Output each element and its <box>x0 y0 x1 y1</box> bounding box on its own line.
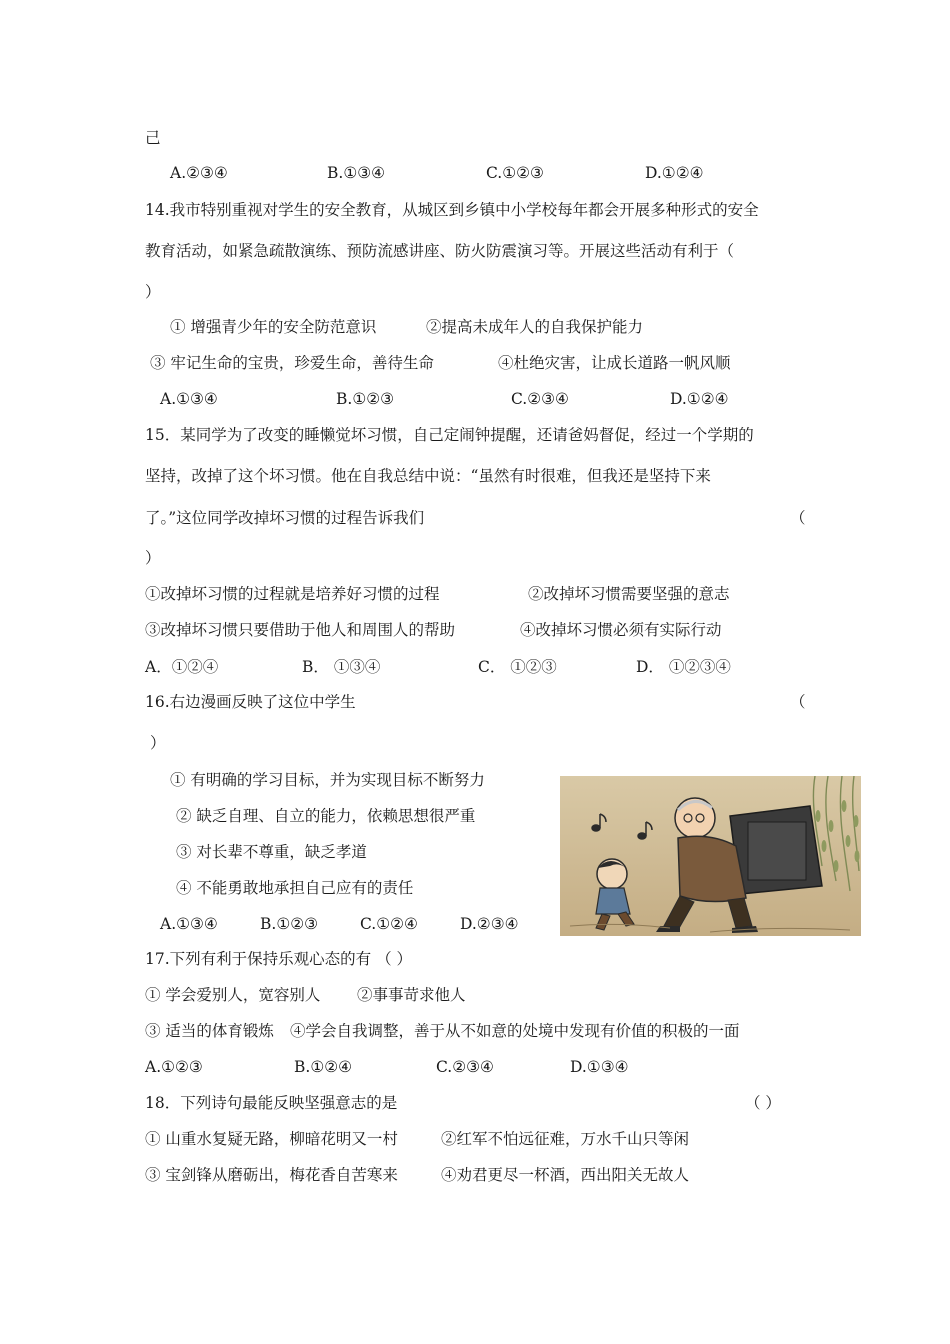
q15-paren-close: ） <box>145 549 161 567</box>
q15-option-b: B． ①③④ <box>302 658 381 676</box>
q13-tail: 己 <box>145 129 161 147</box>
cartoon-illustration <box>560 776 861 936</box>
q18-item-2: ②红军不怕远征难，万水千山只等闲 <box>441 1130 690 1148</box>
q15-paren-open: （ <box>790 509 806 527</box>
q16-option-a: A.①③④ <box>160 915 218 933</box>
q16-option-d: D.②③④ <box>460 915 519 933</box>
q14-option-c: C.②③④ <box>511 390 569 408</box>
q15-option-a: A．①②④ <box>145 658 219 676</box>
q14-stem-line-2: 教育活动，如紧急疏散演练、预防流感讲座、防火防震演习等。开展这些活动有利于（ <box>145 242 735 260</box>
q16-paren-open: （ <box>790 693 806 711</box>
q14-option-a: A.①③④ <box>160 390 218 408</box>
q16-stem: 16.右边漫画反映了这位中学生 <box>145 693 356 711</box>
q14-stem-line-1: 14.我市特别重视对学生的安全教育，从城区到乡镇中小学校每年都会开展多种形式的安全 <box>145 201 759 219</box>
q17-option-a: A.①②③ <box>145 1058 203 1076</box>
q14-item-2: ②提高未成年人的自我保护能力 <box>426 318 644 336</box>
q15-item-4: ④改掉坏习惯必须有实际行动 <box>520 621 722 639</box>
q18-item-1: ① 山重水复疑无路，柳暗花明又一村 <box>145 1130 398 1148</box>
q15-option-d: D． ①②③④ <box>636 658 731 676</box>
q17-option-b: B.①②④ <box>294 1058 353 1076</box>
q15-item-2: ②改掉坏习惯需要坚强的意志 <box>528 585 730 603</box>
q16-paren-close: ） <box>150 734 166 752</box>
q17-stem: 17.下列有利于保持乐观心态的有 （ ） <box>145 950 413 968</box>
q15-stem-line-2: 坚持，改掉了这个坏习惯。他在自我总结中说：“虽然有时很难，但我还是坚持下来 <box>145 467 711 485</box>
q13-option-b: B.①③④ <box>327 164 386 182</box>
q16-option-b: B.①②③ <box>260 915 319 933</box>
q16-option-c: C.①②④ <box>360 915 418 933</box>
q17-item-3: ③ 适当的体育锻炼 <box>145 1022 274 1040</box>
q15-stem-line-3: 了。”这位同学改掉坏习惯的过程告诉我们 <box>145 509 425 527</box>
q16-item-3: ③ 对长辈不尊重，缺乏孝道 <box>176 843 367 861</box>
q14-item-3: ③ 牢记生命的宝贵，珍爱生命，善待生命 <box>150 354 434 372</box>
q16-item-2: ② 缺乏自理、自立的能力，依赖思想很严重 <box>176 807 476 825</box>
q14-stem-line-3: ） <box>145 283 161 301</box>
q15-option-c: C． ①②③ <box>478 658 557 676</box>
q17-option-c: C.②③④ <box>436 1058 494 1076</box>
q17-item-4: ④学会自我调整，善于从不如意的处境中发现有价值的积极的一面 <box>290 1022 740 1040</box>
q14-item-4: ④杜绝灾害，让成长道路一帆风顺 <box>498 354 731 372</box>
q17-item-1: ① 学会爱别人，宽容别人 <box>145 986 321 1004</box>
q14-option-d: D.①②④ <box>670 390 729 408</box>
q15-item-3: ③改掉坏习惯只要借助于他人和周围人的帮助 <box>145 621 456 639</box>
q13-option-a: A.②③④ <box>170 164 228 182</box>
q17-item-2: ②事事苛求他人 <box>357 986 466 1004</box>
q13-option-d: D.①②④ <box>645 164 704 182</box>
q18-item-4: ④劝君更尽一杯酒，西出阳关无故人 <box>441 1166 690 1184</box>
q15-stem-line-1: 15．某同学为了改变的睡懒觉坏习惯，自己定闹钟提醒，还请爸妈督促，经过一个学期的 <box>145 426 754 444</box>
q14-item-1: ① 增强青少年的安全防范意识 <box>170 318 377 336</box>
q13-option-c: C.①②③ <box>486 164 544 182</box>
q15-item-1: ①改掉坏习惯的过程就是培养好习惯的过程 <box>145 585 440 603</box>
q16-item-4: ④ 不能勇敢地承担自己应有的责任 <box>176 879 414 897</box>
q17-option-d: D.①③④ <box>570 1058 629 1076</box>
q18-stem: 18．下列诗句最能反映坚强意志的是 <box>145 1094 398 1112</box>
q14-option-b: B.①②③ <box>336 390 395 408</box>
q16-item-1: ① 有明确的学习目标，并为实现目标不断努力 <box>170 771 485 789</box>
q18-item-3: ③ 宝剑锋从磨砺出，梅花香自苦寒来 <box>145 1166 398 1184</box>
q18-paren: （ ） <box>745 1094 781 1112</box>
